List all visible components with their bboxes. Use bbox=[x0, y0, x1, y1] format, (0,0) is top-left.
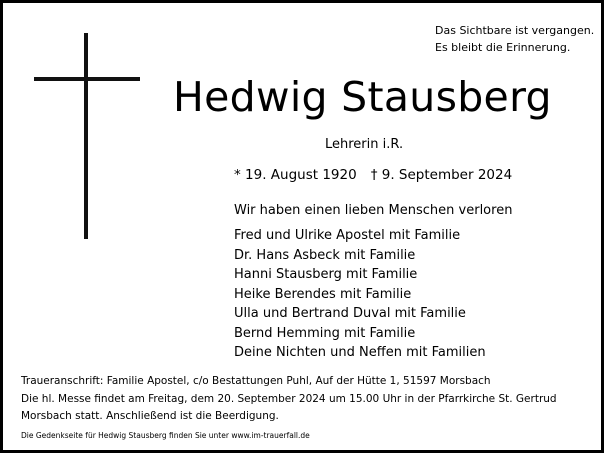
list-item: Bernd Hemming mit Familie bbox=[234, 325, 416, 341]
motto-line: Es bleibt die Erinnerung. bbox=[435, 41, 571, 54]
list-item: Fred und Ulrike Apostel mit Familie bbox=[234, 228, 461, 243]
mourners-list bbox=[234, 226, 486, 363]
mass-info-line: Die hl. Messe findet am Freitag, dem 20. September 2024 um 15.00 Uhr in der Pfarrkirche St. Gertrud bbox=[21, 392, 557, 405]
life-dates bbox=[234, 165, 512, 185]
list-item: Hanni Stausberg mit Familie bbox=[234, 267, 418, 282]
profession: Lehrerin i.R. bbox=[325, 137, 404, 152]
birth-date: * 19. August 1920 bbox=[234, 167, 357, 183]
condolence-address: Traueranschrift: Familie Apostel, c/o Bestattungen Puhl, Auf der Hütte 1, 51597 Morsbach bbox=[21, 375, 491, 387]
mourning-text: Wir haben einen lieben Menschen verloren bbox=[234, 203, 513, 218]
motto-line: Das Sichtbare ist vergangen. bbox=[435, 24, 595, 37]
cross-vertical-bar bbox=[84, 33, 88, 239]
cross-horizontal-bar bbox=[34, 77, 140, 81]
death-date: † 9. September 2024 bbox=[370, 167, 513, 183]
motto bbox=[435, 22, 595, 56]
deceased-name: Hedwig Stausberg bbox=[173, 73, 552, 121]
list-item: Ulla und Bertrand Duval mit Familie bbox=[234, 306, 466, 321]
footer-info bbox=[21, 373, 591, 444]
list-item: Deine Nichten und Neffen mit Familien bbox=[234, 345, 486, 360]
memorial-page-note: Die Gedenkseite für Hedwig Stausberg finden Sie unter www.im-trauerfall.de bbox=[21, 430, 310, 440]
list-item: Dr. Hans Asbeck mit Familie bbox=[234, 247, 416, 263]
mass-info-line: Morsbach statt. Anschließend ist die Beerdigung. bbox=[21, 410, 279, 422]
list-item: Heike Berendes mit Familie bbox=[234, 286, 412, 302]
